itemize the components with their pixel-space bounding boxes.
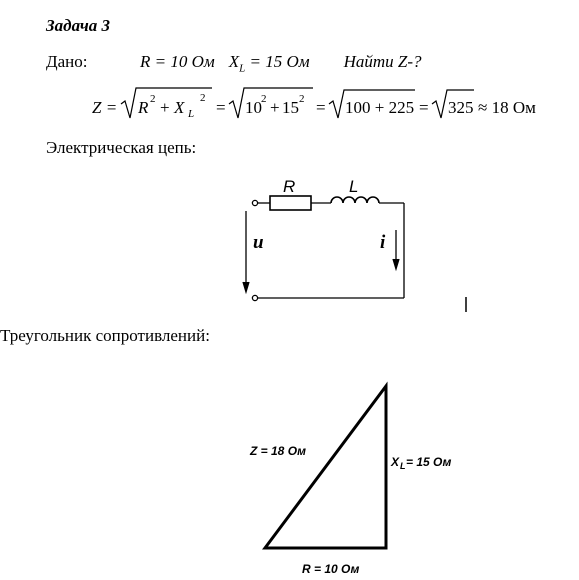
terminal-bottom — [252, 295, 257, 300]
given-label: Дано: — [46, 52, 88, 71]
formula-r: R — [138, 98, 149, 117]
formula-plus-2: + — [270, 98, 280, 117]
formula-exp-1: 2 — [150, 93, 156, 105]
impedance-triangle — [265, 386, 386, 548]
voltage-arrow-head — [243, 282, 249, 292]
triangle-heading: Треугольник сопротивлений: — [0, 326, 210, 345]
triangle-vertical-value: = 15 Ом — [406, 455, 452, 469]
formula-sum: 100 + 225 — [345, 98, 415, 117]
formula-num-2: 15 — [282, 98, 299, 117]
impedance-formula — [92, 88, 536, 120]
triangle-hypotenuse-label: Z = 18 Ом — [250, 444, 307, 458]
given-find: Найти Z-? — [343, 52, 422, 71]
terminal-top — [252, 200, 257, 205]
circuit-heading: Электрическая цепь: — [46, 138, 197, 157]
formula-exp-4: 2 — [299, 93, 305, 105]
given-r: R = 10 Ом — [140, 52, 215, 71]
given-xl: $X_L = 15$ Ом — [228, 52, 310, 75]
formula-approx: ≈ 18 Ом — [478, 98, 536, 117]
triangle-base-label: R = 10 Ом — [302, 562, 360, 576]
formula-exp-3: 2 — [261, 93, 267, 105]
voltage-label: u — [253, 232, 264, 253]
triangle-vertical-symbol: X — [391, 455, 400, 469]
formula-eq-2: = — [316, 98, 326, 117]
formula-num-1: 10 — [245, 98, 262, 117]
formula-eq-3: = — [419, 98, 429, 117]
formula-plus-1: + — [160, 98, 170, 117]
current-arrow-head — [393, 259, 399, 269]
formula-eq-1: = — [216, 98, 226, 117]
formula-x: X — [174, 98, 185, 117]
formula-total: 325 — [448, 98, 474, 117]
formula-lhs: Z = — [92, 98, 118, 117]
inductor-label: L — [349, 177, 359, 196]
formula-exp-2: 2 — [200, 92, 206, 104]
formula-x-sub: L — [188, 108, 195, 120]
task-title: Задача 3 — [46, 16, 111, 35]
triangle-vertical-sub: L — [400, 461, 406, 471]
resistor-label: R — [283, 177, 296, 196]
current-label: i — [380, 232, 386, 253]
inductor-coil — [331, 197, 379, 203]
resistor — [270, 196, 311, 210]
